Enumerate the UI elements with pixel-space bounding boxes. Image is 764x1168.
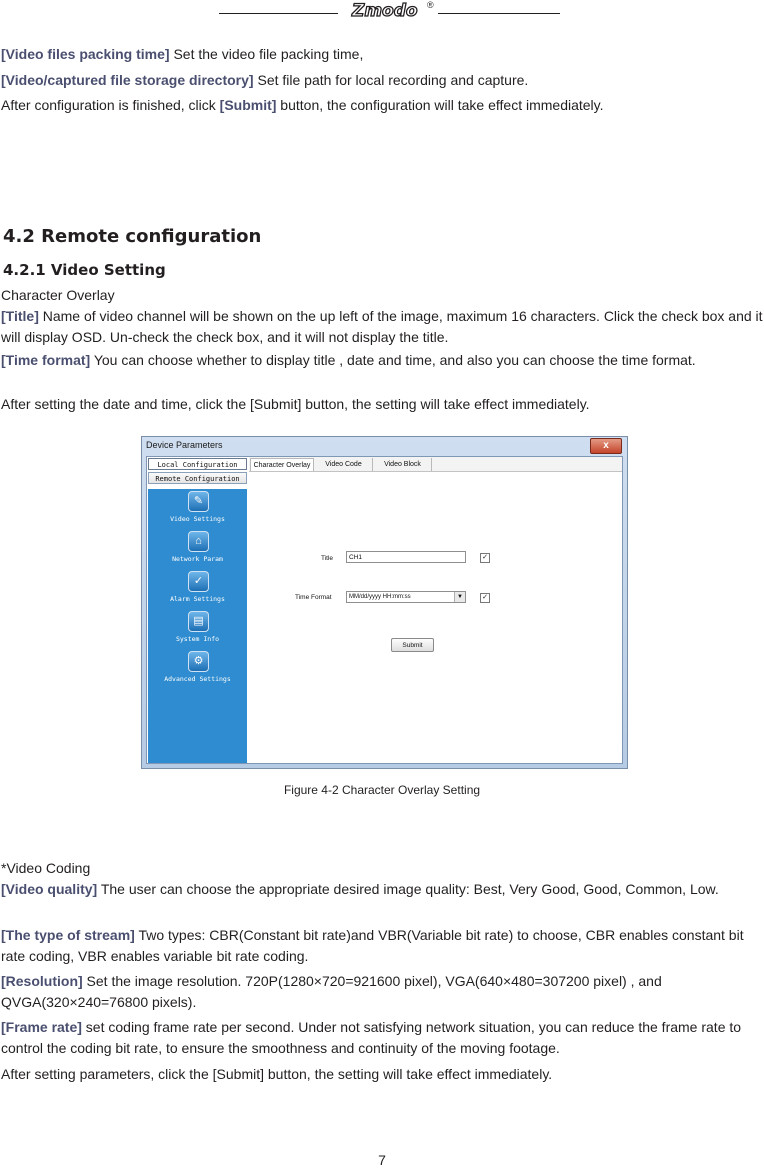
tab-video-code[interactable]: Video Code — [315, 458, 373, 471]
video-settings-icon: ✎ — [188, 491, 209, 512]
text: Set the video file packing time, — [169, 46, 364, 62]
time-format-label: Time Format — [295, 594, 332, 601]
tab-bar — [249, 457, 622, 472]
chevron-down-icon: ▼ — [454, 592, 465, 602]
text: You can choose whether to display title , date and time, and also you can choose the time format. — [90, 352, 696, 368]
title-label: Title — [321, 555, 334, 562]
sidebar-panel — [148, 489, 247, 763]
document-icon: ▤ — [188, 611, 209, 632]
zmodo-logo — [350, 0, 432, 20]
sidebar-item-label: Network Param — [172, 555, 223, 563]
title-checkbox[interactable]: ✓ — [480, 553, 490, 563]
character-overlay-panel — [249, 472, 622, 763]
video-coding-label: *Video Coding — [1, 860, 91, 876]
gear-icon: ⚙ — [188, 651, 209, 672]
network-icon: ⌂ — [188, 531, 209, 552]
keyword: [The type of stream] — [1, 927, 135, 943]
keyword: [Time format] — [1, 352, 91, 368]
time-format-checkbox[interactable]: ✓ — [480, 593, 490, 603]
keyword: [Video quality] — [1, 881, 98, 897]
text: Set the image resolution. 720P(1280×720=921600 pixel), VGA(640×480=307200 pixel) , and QVGA(320×240=76800 pixels). — [1, 973, 662, 1010]
header-rule-right — [438, 13, 560, 14]
tab-video-block[interactable]: Video Block — [374, 458, 432, 471]
header-rule-left — [219, 13, 338, 14]
shield-icon: ✓ — [188, 571, 209, 592]
time-format-description — [1, 350, 763, 371]
overlay-after-note: After setting the date and time, click the [Submit] button, the setting will take effect immediately. — [1, 396, 590, 412]
title-description — [1, 306, 763, 347]
keyword: [Video/captured file storage directory] — [1, 72, 254, 88]
keyword: [Video files packing time] — [1, 46, 170, 62]
registered-mark: ® — [427, 0, 434, 10]
sidebar-item-label: Video Settings — [170, 515, 225, 523]
text: set coding frame rate per second. Under not satisfying network situation, you can reduce the frame rate to control the coding bit rate, to ensure the smoothness and continuity of the moving footage. — [1, 1019, 742, 1056]
text: The user can choose the appropriate desired image quality: Best, Very Good, Good, Common, Low. — [97, 881, 719, 897]
tab-character-overlay[interactable]: Character Overlay — [250, 458, 314, 471]
subsection-heading: 4.2.1 Video Setting — [3, 261, 166, 279]
keyword: [Submit] — [219, 97, 277, 113]
close-button[interactable] — [590, 438, 622, 454]
time-format-select[interactable] — [346, 591, 466, 603]
sidebar-item-label: Alarm Settings — [170, 595, 225, 603]
section-heading: 4.2 Remote configuration — [3, 226, 262, 247]
intro-packing-time — [1, 44, 763, 65]
video-quality-description — [1, 879, 763, 900]
figure-caption: Figure 4-2 Character Overlay Setting — [283, 783, 481, 797]
character-overlay-label: Character Overlay — [1, 287, 115, 303]
text: Name of video channel will be shown on the up left of the image, maximum 16 characters. Click the check box and it will display OSD. Un-check the check box, and it will not display the title. — [1, 308, 763, 345]
resolution-description — [1, 971, 763, 1012]
sidebar-item-label: System Info — [175, 635, 220, 643]
keyword: [Frame rate] — [1, 1019, 82, 1035]
device-parameters-window — [141, 436, 628, 769]
text: Two types: CBR(Constant bit rate)and VBR(Variable bit rate) to choose, CBR enables constant bit rate coding, VBR enables variable bit rate coding. — [1, 927, 744, 964]
coding-after-note: After setting parameters, click the [Submit] button, the setting will take effect immediately. — [1, 1066, 553, 1082]
logo-text: Zmodo — [352, 1, 418, 20]
text: After configuration is finished, click — [1, 97, 220, 113]
window-body — [146, 456, 623, 764]
remote-configuration-button[interactable]: Remote Configuration — [148, 472, 247, 484]
text: button, the configuration will take effect immediately. — [276, 97, 604, 113]
submit-button[interactable]: Submit — [391, 638, 434, 652]
keyword: [Title] — [1, 308, 39, 324]
intro-after-config — [1, 95, 763, 116]
sidebar — [147, 457, 248, 763]
title-input[interactable]: CH1 — [346, 551, 466, 563]
keyword: [Resolution] — [1, 973, 83, 989]
intro-storage-dir — [1, 70, 763, 91]
sidebar-item-label: Advanced Settings — [164, 675, 231, 683]
stream-type-description — [1, 925, 763, 966]
local-configuration-button[interactable]: Local Configuration — [148, 458, 247, 470]
page-number: 7 — [378, 1152, 386, 1168]
text: Set file path for local recording and capture. — [253, 72, 529, 88]
frame-rate-description — [1, 1017, 763, 1058]
window-title: Device Parameters — [146, 440, 223, 450]
time-format-value: MM/dd/yyyy HH:mm:ss — [349, 594, 411, 600]
close-icon: x — [603, 440, 609, 451]
